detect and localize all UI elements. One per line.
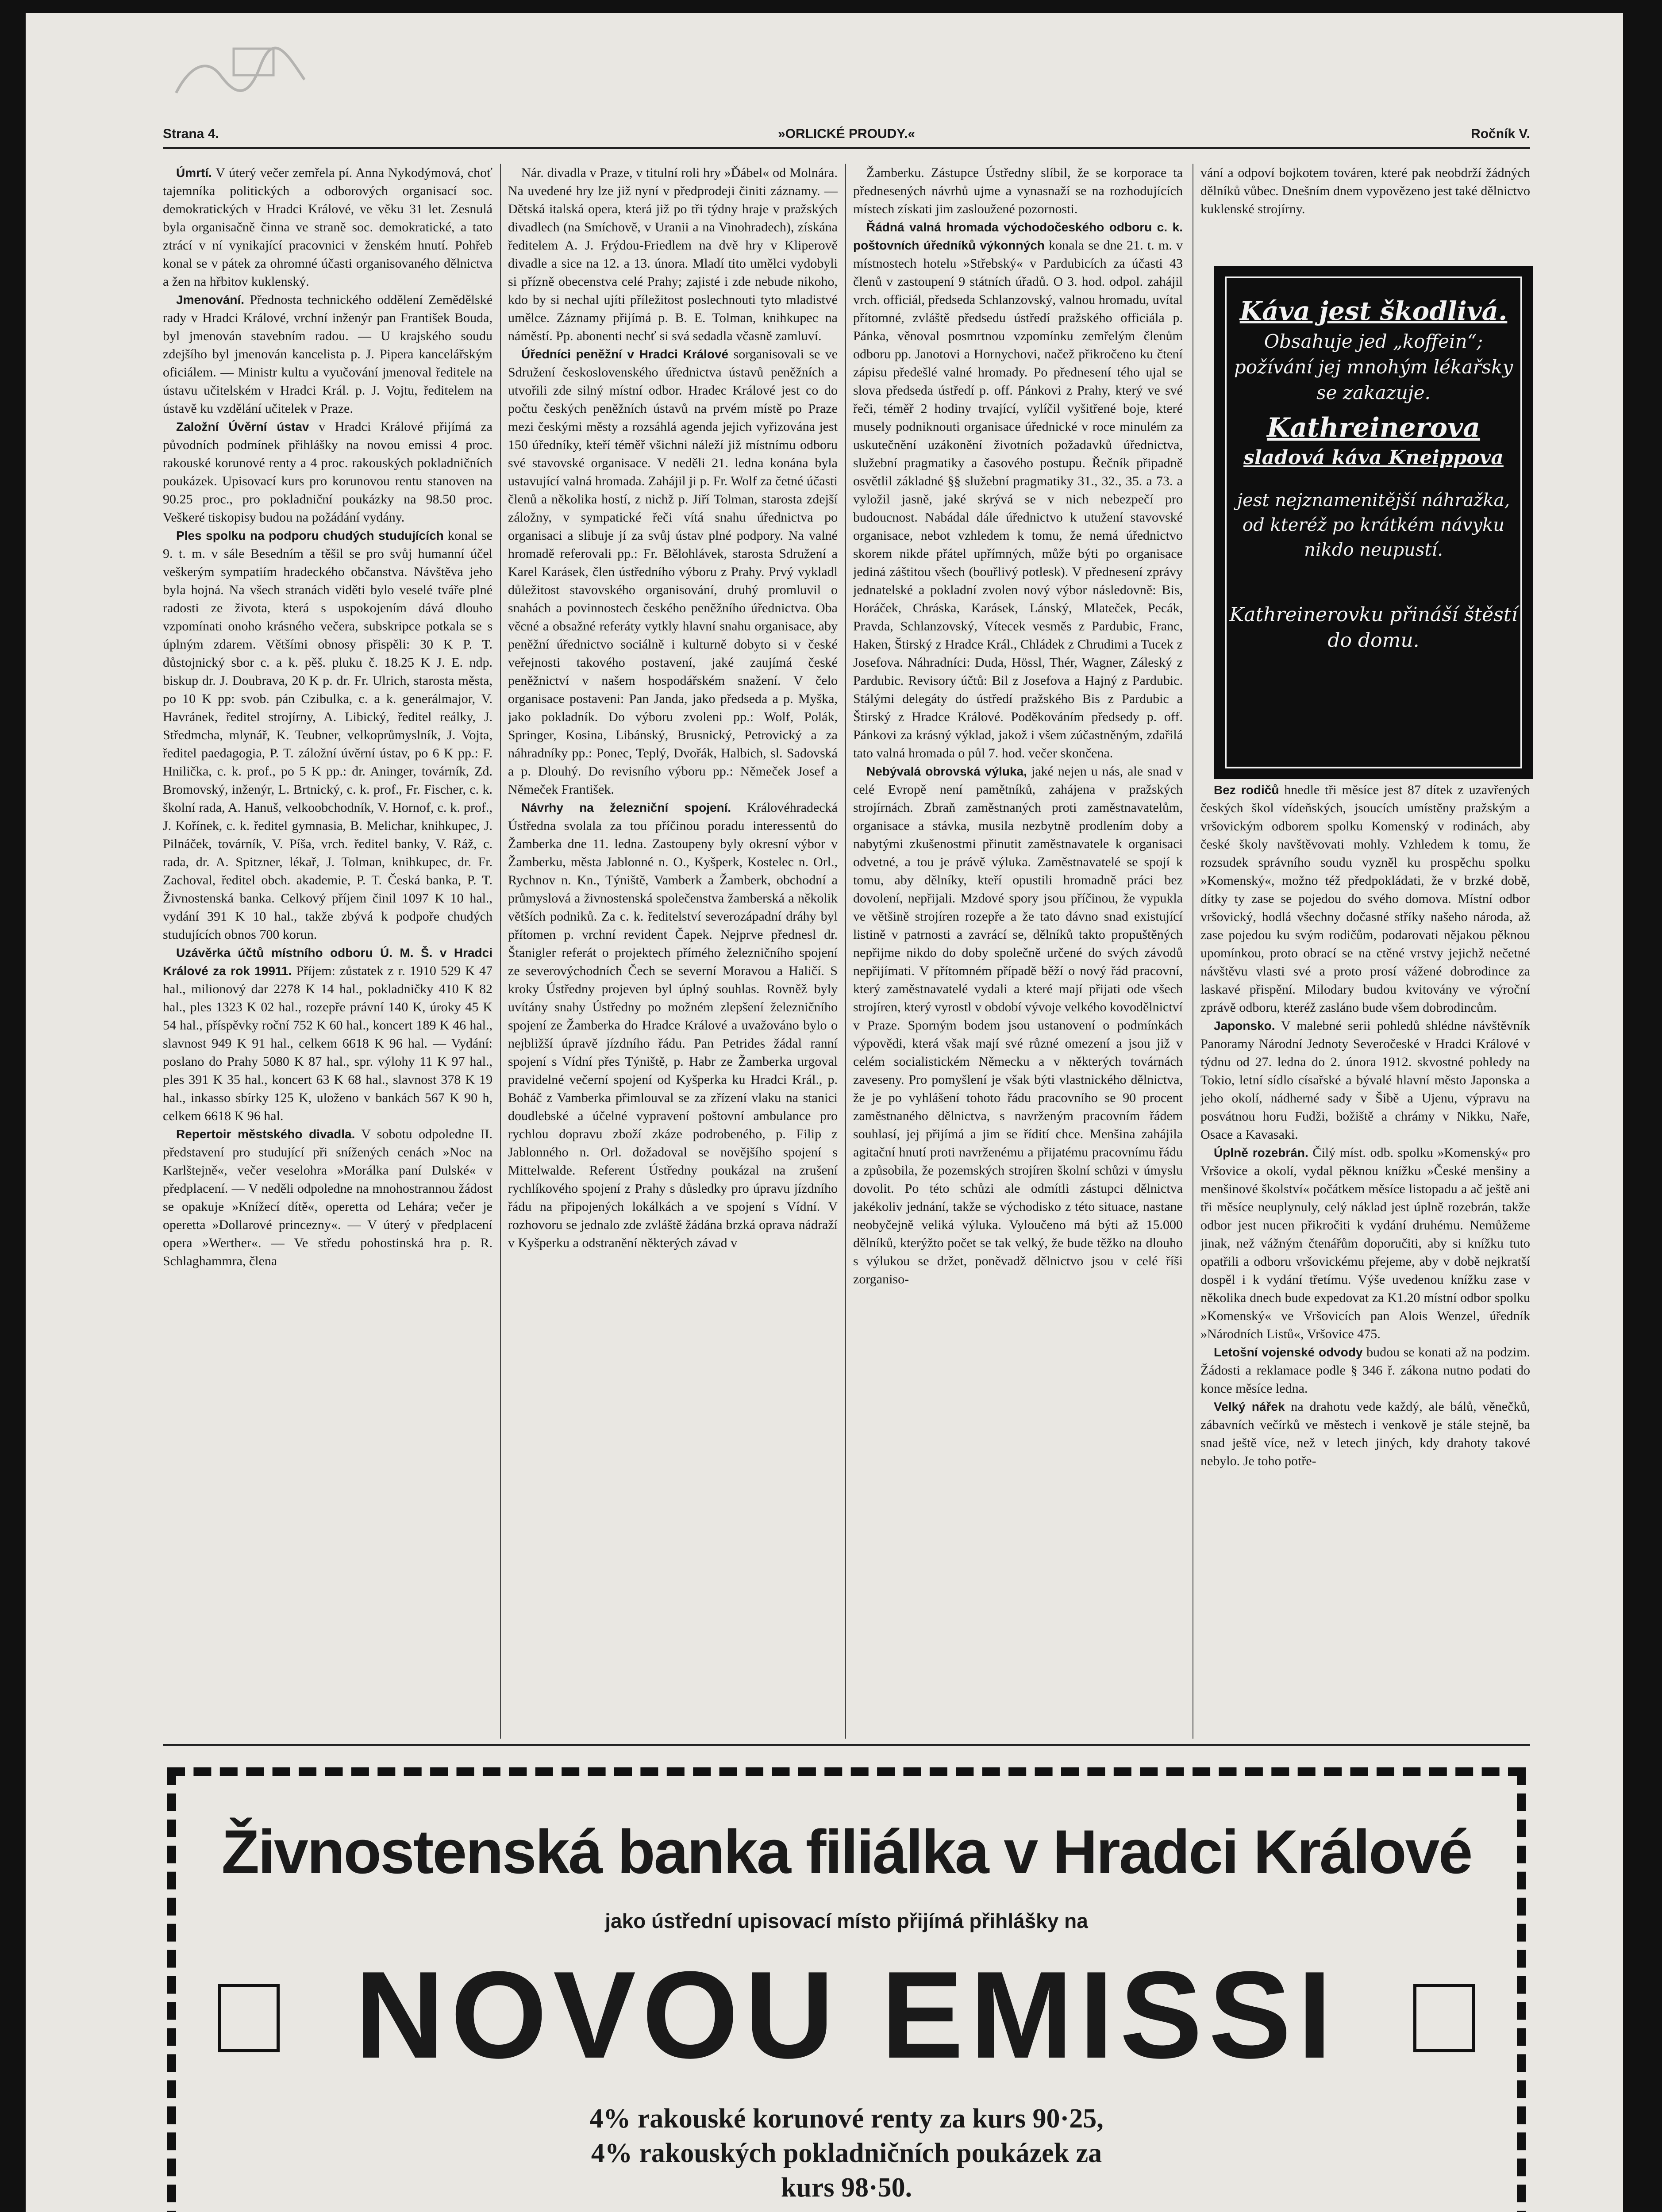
article-text: Královéhradecká Ústředna svolala za tou příčinou poradu interessentů do Žamberka dne 11. ledna. Zastoupeny byly okresní výbor v Žamberku, města Jablonné n. O., Kyšperk, Kostelec n. Orl., Rychnov n. Kn., Týniště, Vamberk a Žamberk, obchodní a průmyslová a živnostenská společenstva žamberská a několik větších podniků. Za c. k. ředitelství severozápadní dráhy byl přítomen p. vrchní revident Čapek. Nejprve přednesl dr. Štanigler referát o projektech přímého železničního spojení ze severovýchodních Čech se severní Moravou a Haličí. S kroky Ústředny projeven byl úplný souhlas. Rovněž byly uvítány snahy Ústředny po možném zlepšení železničního spojení ze Žamberka do Hradce Králové a uvažováno bylo o nejbližší úpravě jízdního řádu. Pan Petrides žádal ranní spojení s Vídní přes Týniště, p. Habr ze Žamberka urgoval pravidelné večerní spojení od Kyšperka ku Hradci Král., p. Boháč z Vamberka přimlouval se za zřízení vlaku na stanici doudlebské a účelné vypravení poštovní ambulance pro rychlou dopravu zboží zkáze podrobeného, p. Filip z Jablonného n. Orl. dožadoval se novějšího spojení s Mittelwalde. Referent Ústředny poukázal na zrušení rychlíkového spojení z Prahy s důsledky pro úpravu jízdního řádu na připojených lokálkách a ve spojení s Vídní. V rozhovoru se jednalo zde zvláště žádána brzká oprava nádraží v Kyšperku a odstranění některých závad v: [508, 800, 838, 1250]
column-3: [853, 164, 1183, 1739]
article-heading: Řádná valná hromada východočeského odboru c. k. poštovních úředníků výkonných: [853, 220, 1183, 252]
section-divider: [163, 1744, 1530, 1746]
coffee-ad-claim: jest nejznamenitější náhražka, od kteréž po krátkém návyku nikdo neupustí.: [1237, 490, 1510, 560]
article-paragraph: [853, 218, 1183, 762]
newspaper-page: [26, 13, 1623, 2212]
article-text: Nár. divadla v Praze, v titulní roli hry »Ďábel« od Molnára. Na uvedené hry lze již nyní v předprodeji činiti záznamy. — Dětská italská opera, která již po tři týdny hraje v pražských divadlech (na Smíchově, v Uranii a na Vinohradech), získána ředitelem A. J. Frýdou-Friedlem na dvě hry v Kliperově divadle a sice na 12. a 13. února. Mladí tito umělci vydobyli si přízně obecenstva celé Prahy; zajisté i zde nebude nikoho, kdo by si nechal ujíti příležitost poslechnouti tyto mladistvé umělce. Záznamy přijímá p. B. E. Tolman, knihkupec na náměstí. Pp. abonenti nechť si svá sedadla včasně zamluví.: [508, 165, 838, 343]
article-paragraph: [1200, 1343, 1530, 1398]
article-paragraph: [163, 1125, 492, 1270]
article-heading: Ples spolku na podporu chudých studujících: [176, 529, 444, 542]
article-paragraph: [1200, 1398, 1530, 1470]
rate-line-3: kurs 98·50.: [781, 2173, 912, 2203]
article-heading: Uzávěrka účtů místního odboru Ú. M. Š. v Hradci Králové za rok 19911.: [163, 946, 492, 978]
article-paragraph: [163, 944, 492, 1125]
newspaper-title: »ORLICKÉ PROUDY.«: [777, 127, 916, 141]
article-text: Příjem: zůstatek z r. 1910 529 K 47 hal., milionový dar 2278 K 14 hal., pokladničky 410 K 82 hal., ples 1323 K 02 hal., rozepře právní 140 K, úroky 45 K 54 hal., příspěvky roční 752 K 60 hal., koncert 189 K 46 hal., slavnost 949 K 91 hal., celkem 6618 K 96 hal. — Vydání: poslano do Prahy 5080 K 87 hal., spr. výlohy 11 K 97 hal., ples 391 K 35 hal., koncert 63 K 68 hal., slavnost 378 K 19 hal., inkasso sbírky 125 K, uloženo v bankách 567 K 90 h, celkem 6618 K 96 hal.: [163, 964, 492, 1123]
article-paragraph: [508, 345, 838, 799]
article-paragraph: [1200, 1017, 1530, 1144]
column-divider: [845, 164, 846, 1739]
article-text: jaké nejen u nás, ale snad v celé Evropě není pamětníků, zahájena v pražských strojírnách. Zbraň zaměstnaných proti zaměstnavatelům, organisace a stávka, musila nezbytně prodlením doby a nabytými zkušenostmi přinutit zaměstnavatele k organisaci odvetné, a tou je právě výluka. Zaměstnavatelé se spojí k tomu, aby dělníky, kteří opustili hromadně práci bez dovolení, nepřijali. Mzdové spory jsou příčinou, že vypukla ve většině strojíren rozepře a že tato dávno snad existující listině v patrnosti a zavrácí se, dělníků takto propuštěných nepřijme nikdo do doby společně určené do svých závodů nepřijímati. V přítomném případě běží o nový řád pracovní, který zaměstnavatelé vydali a které mají přijati ode všech strojíren, který vyrostl v období vývoje velkého kovodělnictví v Praze. Sporným bodem jsou ustanovení o podmínkách výpovědi, která však mají své různé omezení a jsou již v celém socialistickém Německu a v některých továrnách zaveseny. Pro pomyšlení je však býti vlastnického dělnictva, že je po vyhlášení tohoto řádu pracovního se 90 procent zaměstnaného dělnictva, s navrženým pracovním řádem souhlasí, jej přijímá a jim se řídití chce. Menšina zahájila agitační hnutí proti navrženému a přijatému pracovnímu řádu a způsobila, že pozemských strojíren školní schůzi v úmyslu dovolit. Po této schůzi ale odmítli zástupci dělnictva jakékoliv jednání, takže se východisko z této situace, nastane neobyčejně veliká výluka. Vyloučeno má býti až 15.000 dělníků, kterýžto počet se tak velký, že bude těžko na dlouho s výlukou se držet, poněvadž dělnictvo jsou v celé říši zorganiso-: [853, 764, 1183, 1286]
rate-line-1: 4% rakouské korunové renty za kurs 90·25,: [589, 2104, 1104, 2134]
bank-ad-title: Živnostenská banka filiálka v Hradci Králové: [221, 1817, 1472, 1886]
rate-line-2: 4% rakouských pokladničních poukázek za: [591, 2138, 1102, 2168]
article-paragraph: [1200, 781, 1530, 1017]
article-text: Přednosta technického oddělení Zemědělské rady v Hradci Králové, vrchní inženýr pan František Bouda, byl jmenován stavebním radou. — U krajského soudu zdejšího byl jmenován kancelista p. J. Pipera kancelářským oficiálem. — Ministr kultu a vyučování jmenoval ředitele na ústavu učitelském v Hradci Král. p. J. Vojtu, ředitelem na ústavě ku vzdělání učitelek v Praze.: [163, 292, 492, 416]
article-text: v Hradci Králové přijímá za původních podmínek přihlášky na novou emissi 4 proc. rakouské korunové renty a 4 proc. rakouských pokladničních poukázek. Upisovací kurs pro korunovou rentu stanoven na 90.25 proc., pro pokladniční poukázky na 98.50 proc. Veškeré tiskopisy budou na požádání vydány.: [163, 419, 492, 525]
article-text: sorganisovali se ve Sdružení československého úřednictva ústavů peněžních a utvořili zde silný místní odbor. Hradec Králové jest co do počtu českých peněžních ústavů na prvém místě po Praze mezi českými městy a rozsáhlá agenda jejich vyřizována jest 150 úředníky, kteří téměř všichni náleží již místnímu odboru své stavovské organisace. V neděli 21. ledna konána byla ustavující valná hromada. Zahájil ji p. Fr. Wolf za četné účasti členů a několika hostí, z nichž p. Jiří Tolman, starosta zdejší záložny, v sympatické řeči vítá snahu úřednictva po organisaci a slibuje jí za svůj ústav plné podpory. Na valné hromadě referovali pp.: Fr. Bělohlávek, starosta Sdružení a Karel Karásek, člen ústředního výboru z Prahy. Prvý vykladl důležitost stavovského organisování, druhý promluvil o snahách a povinnostech českého peněžního úřednictva. Oba věcné a obsažné referáty vytkly hlavní snahu organisace, aby peněžní úřednictvo sociálně i kulturně dobyto si v české veřejnosti takového postavení, jaké zaujímá české peněžnictví v našem hospodářském snažení. V čelo organisace postaveni: Pan Janda, jako předseda a p. Myška, jako pokladník. Do výboru zvoleni pp.: Wolf, Polák, Springer, Kosina, Libánský, Brusnický, Petrovický a za náhradníky pp.: Ponec, Teplý, Dvořák, Halbich, sl. Sadovská a p. Dlouhý. Do revisního výboru pp.: Němeček Josef a Němeček František.: [508, 347, 838, 797]
coffee-ad-slogan: Kathreinerovku přináší štěstí do domu.: [1229, 603, 1518, 652]
article-heading: Velký nářek: [1214, 1400, 1285, 1413]
column-1: [163, 164, 492, 1739]
coffee-ad-text: Obsahuje jed „koffein“; požívání jej mnohým lékařsky se zakazuje.: [1234, 330, 1513, 403]
coffee-ad-headline: Káva jest škodlivá.: [1239, 296, 1508, 326]
article-text: Žamberku. Zástupce Ústředny slíbil, že se korporace ta přednesených návrhů ujme a vynasnaží se na rozhodujících místech získati jim zasloužené pozornosti.: [853, 165, 1183, 216]
article-paragraph: [853, 164, 1183, 218]
article-heading: Repertoir městského divadla.: [176, 1127, 355, 1141]
volume-number: Ročník V.: [1471, 127, 1530, 141]
article-text: na drahotu vede každý, ale bálů, věnečků, zábavních večírků ve městech i venkově je stále stejně, ba snad ještě více, než v letech jiných, kdy drahoty takové nebylo. Je toho potře-: [1200, 1399, 1530, 1468]
article-text: konala se dne 21. t. m. v místnostech hotelu »Střebský« v Pardubicích za účasti 43 členů v zastoupení 9 státních úřadů. O 3. hod. odpol. zahájil vrch. officiál, předseda Schlanzovský, valnou hromadu, uvítal přítomné, zvláště předsedu ústředí pražského officiála p. Pánka, věnoval posmrtnou vzpomínku zemřelým členům odboru pp. Janotovi a Hornychovi, načež přikročeno ku čtení zápisu předešlé valné hromady. Po přednesení tého ujal se slova předseda ústředí p. off. Pánkovi z Prahy, který ve své řeči, téměř 2 hodiny trvající, vylíčil vyšitřené boje, které musely podniknouti organisace úřednické v roce minulém za uskutečnění uzákonění životních požadavků úřednictva, služební pragmatiky a časového postupu. Řečník připadně osvětlil základné §§ služební pragmatiky 31., 32., 35. a 73. a vyložil jasně, jaké skrývá se v nich nebezpečí pro budoucnost. Nabádal dále úřednictvo k utužení stavovské organisace, nebot vzhledem k tomu, že nemá úřednictvo skorem nikde přátel upřímných, může býti po organisace jediná záštitou všech (bouřlivý potlesk). V přednesení zprávy jednatelské a pokladní zvolen nový výbor následovně: Bis, Horáček, Chráska, Karásek, Lánský, Mlateček, Pecák, Pravda, Schlanzovský, Vítecek vesměs z Pardubic, Franc, Haken, Štirský z Hradce Král., Chládek z Chrudimi a Tucek z Josefova. Náhradníci: Duda, Hössl, Thér, Wagner, Záleský z Pardubic. Revisory účtů: Bil z Josefova a Hajný z Pardubic. Stálými delegáty do ústředí pražského Bis z Pardubic a Štirský z Hradce Králové. Poděkováním předsedy p. off. Pánkovi za krásný výklad, jakož i všem zúčastněným, zdařilá tato valná hromada o půl 7. hod. večer skončena.: [853, 238, 1183, 760]
library-stamp-mark: [172, 40, 313, 115]
bank-ad-emission: NOVOU EMISSI: [355, 1946, 1338, 2084]
article-heading: Úmrtí.: [176, 166, 212, 180]
coffee-ad-product: sladová káva Kneippova: [1243, 446, 1504, 469]
article-text: V sobotu odpoledne II. představení pro studující při snížených cenách »Noc na Karlštejně«, večer veselohra »Morálka paní Dulské« v předplacení. — V neděli odpoledne na mnohostrannou žádost se opakuje »Knížecí dítě«, operetta od Lehára; večer je operetta »Dollarové princezny«. — V úterý v předplacení opera »Werther«. — Ve středu pohostinská hra p. R. Schlaghammra, člena: [163, 1127, 492, 1268]
article-text: konal se 9. t. m. v sále Besedním a těšil se pro svůj humanní účel veškerým sympatiím hradeckého občanstva. Návštěva jeho byla hojná. Na všech stranách viděti bylo veselé tváře plné radosti ze života, která s uspokojením dává dlouho vzpomínati onoho krásného večera, subskripce potkala se s úplným zdarem. Většími obnosy přispěli: 30 K P. T. důstojnický sbor c. a k. pěš. pluku č. 18.25 K J. E. ndp. biskup dr. J. Doubrava, 20 K p. dr. Fr. Ulrich, starosta města, po 10 K pp: svob. pán Czibulka, c. a k. generálmajor, V. Havránek, ředitel strojírny, A. Libický, ředitel reálky, J. Středmcha, mlynář, K. Teubner, velkoprůmyslník, J. Vojta, ředitel paedagogia, P. T. záložní úvěrní ústav, po 6 K pp.: F. Hnilička, c. k. prof., po 5 K pp.: dr. Aninger, továrník, Zd. Bromovský, inženýr, L. Brtnický, c. k. prof., Fr. Fischer, c. k. školní rada, A. Hanuš, velkoobchodník, V. Hornof, c. k. prof., J. Kořínek, c. k. ředitel gymnasia, B. Melichar, knihkupec, J. Pilnáček, továrník, V. Píša, vrch. ředitel banky, V. Ráž, c. rada, dr. A. Spitzner, lékař, J. Tolman, knihkupec, dr. Fr. Zachoval, ředitel obch. akademie, P. T. Česká banka, P. T. Živnostenská banka. Celkový příjem činil 1097 K 10 hal., vydání 391 K 10 hal., takže zbývá k podpoře chudých studujících obnos 700 korun.: [163, 528, 492, 942]
article-heading: Jmenování.: [176, 293, 245, 307]
column-2: [508, 164, 838, 1739]
article-heading: Nebývalá obrovská výluka,: [866, 764, 1027, 778]
article-heading: Založní Úvěrní ústav: [176, 420, 309, 434]
article-heading: Letošní vojenské odvody: [1214, 1345, 1363, 1359]
article-paragraph: [163, 291, 492, 418]
article-text: V úterý večer zemřela pí. Anna Nykodýmová, choť tajemníka politických a odborových organisací soc. demokratických v Hradci Králové, ve věku 31 let. Zesnulá byla organisačně činna ve straně soc. demokratické, a tato ztrácí v ní vynikající pracovnici v ženském hnutí. Pohřeb konal se v pátek za ohromné účasti organisovaného dělnictva a žen na hřbitov kuklenský.: [163, 165, 492, 289]
article-paragraph: [163, 526, 492, 944]
bank-advertisement: [167, 1767, 1526, 2212]
article-paragraph: [508, 799, 838, 1252]
article-heading: Návrhy na železniční spojení.: [521, 801, 731, 814]
article-paragraph: [163, 164, 492, 291]
article-heading: Bez rodičů: [1214, 783, 1279, 797]
coffee-ad-brand: Kathreinerova: [1266, 412, 1481, 443]
article-heading: Úředníci peněžní v Hradci Králové: [521, 347, 729, 361]
coffee-advertisement: [1216, 268, 1531, 777]
coffee-ad-frame: [1225, 276, 1522, 768]
column-4: [1200, 781, 1530, 1739]
article-text: budou se konati až na podzim. Žádosti a reklamace podle § 346 ř. zákona nutno podati do konce měsíce ledna.: [1200, 1345, 1530, 1396]
bank-ad-subtitle: jako ústřední upisovací místo přijímá přihlášky na: [605, 1909, 1088, 1932]
page-header: [163, 116, 1530, 149]
article-paragraph: [853, 762, 1183, 1288]
article-text: hnedle tři měsíce jest 87 dítek z uzavřených českých škol vídeňských, jsoucích umístěny pražským a vršovickým odborem spolku Komenský v rodinách, aby české školy navštěvovati mohly. Vzhledem k tomu, že rozsudek správního soudu vyzněl ku prospěchu spolku »Komenský«, možno též předpokládati, že v brzké době, dítky ty zase se pojedou do svého domova. Místní odbor vršovický, hodlá všechny dočasné stříky našeho národa, až zase pojedou ku svým rodičům, podarovati nějakou pěknou upomínkou, proto obrací se na ctěné vrstvy jejichž nečetné návštěvu vlasti své a proto prosí vážené dobrodince za laskavé přispění. Milodary budou kvitovány ve výroční zprávě odboru, kteréž zasláno bude všem dobrodincům.: [1200, 783, 1530, 1015]
article-paragraph: [163, 418, 492, 526]
article-paragraph: [1200, 1144, 1530, 1343]
column-divider: [500, 164, 501, 1739]
article-paragraph: [508, 164, 838, 345]
article-text: V malebné serii pohledů shlédne návštěvník Panoramy Národní Jednoty Severočeské v Hradci Králové v týdnu od 27. ledna do 2. února 1912. skvostné pohledy na Tokio, letní sídlo císařské a bývalé hlavní město Japonska a jeho okolí, nádherné sady v Šibě a Ujenu, výpravu na posvátnou horu Fudži, božiště a chrámy v Nikku, Naře, Osace a Kavasaki.: [1200, 1018, 1530, 1142]
article-heading: Japonsko.: [1214, 1019, 1275, 1033]
article-text: Čilý míst. odb. spolku »Komenský« pro Vršovice a okolí, vydal pěknou knížku »České menšiny a menšinové školství« počátkem měsíce listopadu a ač ještě ani tři měsíce neuplynuly, celý náklad jest úplně rozebrán, takže odbor jest nucen přikročiti k vydání druhému. Nemůžeme jinak, než vážným čtenářům doporučiti, aby si knížku tuto opatřili a odboru vršovickému přejeme, aby v době nejkratší dospěl i k vydání třetímu. Výše uvedenou knížku zase v několika dnech bude expedovat za K1.20 místní odbor spolku »Komenský« ve Vršovicích pan Alois Wenzel, úředník »Národních Listů«, Vršovice 475.: [1200, 1145, 1530, 1341]
article-heading: Úplně rozebrán.: [1214, 1146, 1308, 1160]
page-number: Strana 4.: [163, 127, 219, 141]
bank-ad-rates: [176, 2101, 1517, 2205]
column-4-continuation: vání a odpoví bojkotem továren, které pak neobdrží žádných dělníků vůbec. Dnešním dnem vypovězeno jest také dělnictvo kuklenské strojírny.: [1200, 165, 1530, 216]
